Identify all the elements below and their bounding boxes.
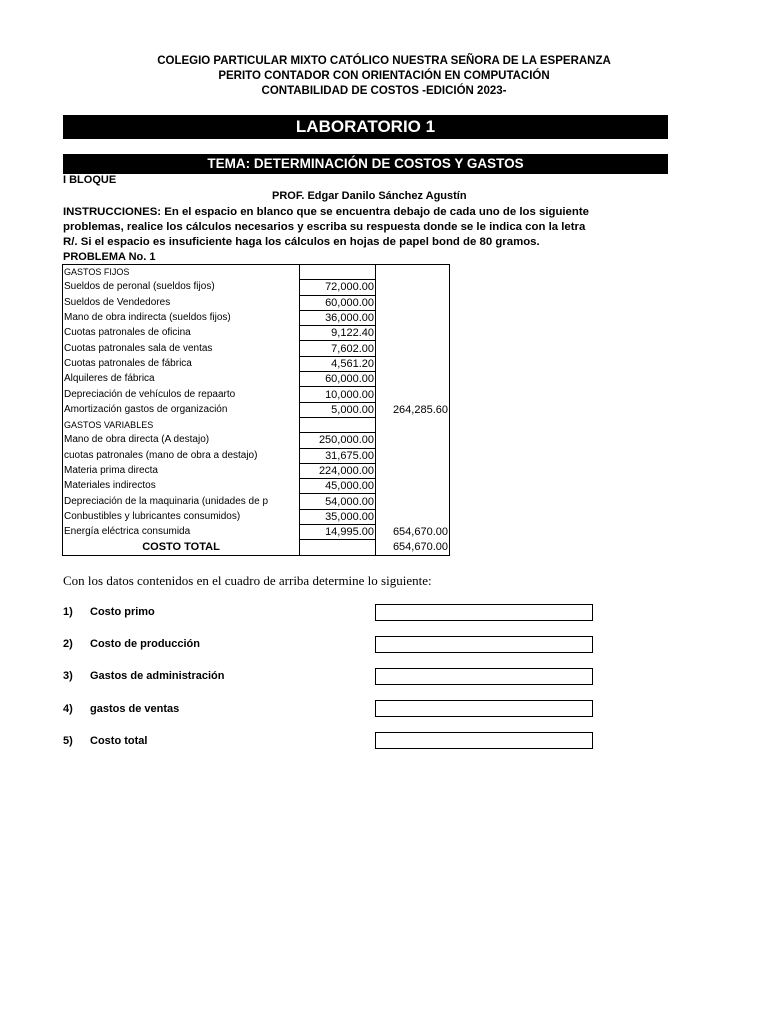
block-label: I BLOQUE bbox=[63, 174, 117, 186]
row-subtotal bbox=[376, 479, 450, 494]
question-label: Costo total bbox=[90, 735, 148, 747]
question-number: 5) bbox=[63, 735, 73, 747]
row-label: GASTOS FIJOS bbox=[64, 267, 130, 278]
row-subtotal bbox=[376, 310, 450, 325]
row-subtotal bbox=[376, 265, 450, 280]
table-row bbox=[63, 509, 450, 524]
total-label: COSTO TOTAL bbox=[142, 541, 220, 554]
row-amount: 5,000.00 bbox=[300, 402, 376, 417]
answer-box-5[interactable] bbox=[375, 732, 593, 749]
page-title: LABORATORIO 1 bbox=[63, 115, 668, 139]
row-label: Materia prima directa bbox=[64, 465, 158, 476]
row-subtotal: 654,670.00 bbox=[392, 526, 448, 539]
row-subtotal bbox=[376, 295, 450, 310]
total-value: 654,670.00 bbox=[392, 541, 448, 554]
row-label: Depreciación de la maquinaria (unidades de p bbox=[64, 495, 269, 507]
school-header bbox=[0, 54, 768, 99]
table-row bbox=[63, 387, 450, 402]
answer-box-1[interactable] bbox=[375, 604, 593, 621]
row-amount: 60,000.00 bbox=[300, 295, 376, 310]
table-row bbox=[63, 280, 450, 295]
answer-box-2[interactable] bbox=[375, 636, 593, 653]
question-4 bbox=[63, 703, 179, 715]
row-label: Sueldos de peronal (sueldos fijos) bbox=[64, 281, 215, 293]
table-row bbox=[63, 448, 450, 463]
row-label: Cuotas patronales de oficina bbox=[64, 327, 191, 339]
row-subtotal bbox=[376, 326, 450, 341]
table-row bbox=[63, 525, 450, 540]
row-amount: 31,675.00 bbox=[300, 448, 376, 463]
question-3 bbox=[63, 670, 224, 682]
topic-banner: TEMA: DETERMINACIÓN DE COSTOS Y GASTOS bbox=[63, 154, 668, 174]
intro-text: Con los datos contenidos en el cuadro de arriba determine lo siguiente: bbox=[63, 573, 432, 588]
question-label: Gastos de administración bbox=[90, 670, 225, 682]
table-row bbox=[63, 372, 450, 387]
row-subtotal bbox=[376, 280, 450, 295]
row-subtotal bbox=[376, 448, 450, 463]
total-empty bbox=[300, 540, 376, 555]
section-row bbox=[63, 417, 450, 432]
row-subtotal bbox=[376, 509, 450, 524]
row-amount: 36,000.00 bbox=[300, 310, 376, 325]
question-1 bbox=[63, 606, 155, 618]
row-label: Alquileres de fábrica bbox=[64, 373, 155, 385]
row-label: Sueldos de Vendedores bbox=[64, 296, 171, 308]
row-amount: 4,561.20 bbox=[300, 356, 376, 371]
row-amount: 14,995.00 bbox=[300, 525, 376, 540]
row-label: Depreciación de vehículos de repaarto bbox=[64, 388, 236, 400]
row-amount: 10,000.00 bbox=[300, 387, 376, 402]
row-amount bbox=[300, 417, 376, 432]
question-label: Costo de producción bbox=[90, 638, 200, 650]
row-amount: 45,000.00 bbox=[300, 479, 376, 494]
row-amount: 250,000.00 bbox=[300, 433, 376, 448]
teacher-name: PROF. Edgar Danilo Sánchez Agustín bbox=[272, 190, 467, 202]
row-amount bbox=[300, 265, 376, 280]
table-row bbox=[63, 433, 450, 448]
question-number: 3) bbox=[63, 670, 73, 682]
row-label: Energía eléctrica consumida bbox=[64, 526, 191, 538]
row-amount: 35,000.00 bbox=[300, 509, 376, 524]
row-subtotal bbox=[376, 463, 450, 478]
table-row bbox=[63, 341, 450, 356]
answer-box-3[interactable] bbox=[375, 668, 593, 685]
table-row bbox=[63, 479, 450, 494]
row-label: Mano de obra indirecta (sueldos fijos) bbox=[64, 312, 231, 324]
row-label: Materiales indirectos bbox=[64, 480, 156, 492]
cost-table bbox=[62, 264, 450, 556]
table-row bbox=[63, 295, 450, 310]
row-label: Conbustibles y lubricantes consumidos) bbox=[64, 510, 241, 522]
problem-label: PROBLEMA No. 1 bbox=[63, 251, 156, 263]
section-row bbox=[63, 265, 450, 280]
row-amount: 54,000.00 bbox=[300, 494, 376, 509]
row-amount: 60,000.00 bbox=[300, 372, 376, 387]
row-subtotal bbox=[376, 433, 450, 448]
total-row bbox=[63, 540, 450, 555]
table-row bbox=[63, 310, 450, 325]
question-number: 1) bbox=[63, 606, 73, 618]
row-amount: 7,602.00 bbox=[300, 341, 376, 356]
row-subtotal bbox=[376, 387, 450, 402]
row-label: GASTOS VARIABLES bbox=[64, 420, 154, 431]
header-line-1: COLEGIO PARTICULAR MIXTO CATÓLICO NUESTRA SEÑORA DE LA ESPERANZA bbox=[157, 55, 611, 67]
row-amount: 224,000.00 bbox=[300, 463, 376, 478]
header-line-3: CONTABILIDAD DE COSTOS -EDICIÓN 2023- bbox=[261, 85, 507, 97]
instructions: INSTRUCCIONES: En el espacio en blanco que se encuentra debajo de cada uno de los siguiente problemas, realice los cálculos necesarios y escriba su respuesta donde se le indica con la letra R/. Si el espacio es insuficiente haga los cálculos en hojas de papel bond de 80 gramos. bbox=[63, 206, 589, 248]
table-row bbox=[63, 326, 450, 341]
question-label: Costo primo bbox=[90, 606, 155, 618]
row-subtotal bbox=[376, 341, 450, 356]
row-label: Amortización gastos de organización bbox=[64, 403, 228, 415]
row-label: Cuotas patronales sala de ventas bbox=[64, 342, 213, 354]
row-label: cuotas patronales (mano de obra a destajo) bbox=[64, 449, 258, 461]
table-row bbox=[63, 402, 450, 417]
question-number: 2) bbox=[63, 638, 73, 650]
row-subtotal bbox=[376, 494, 450, 509]
table-row bbox=[63, 356, 450, 371]
row-label: Cuotas patronales de fábrica bbox=[64, 357, 192, 369]
header-line-2: PERITO CONTADOR CON ORIENTACIÓN EN COMPUTACIÓN bbox=[218, 70, 550, 82]
row-subtotal bbox=[376, 372, 450, 387]
row-amount: 72,000.00 bbox=[300, 280, 376, 295]
row-amount: 9,122.40 bbox=[300, 326, 376, 341]
question-number: 4) bbox=[63, 703, 73, 715]
table-row bbox=[63, 463, 450, 478]
row-subtotal bbox=[376, 356, 450, 371]
row-subtotal: 264,285.60 bbox=[392, 403, 448, 416]
row-subtotal bbox=[376, 417, 450, 432]
question-label: gastos de ventas bbox=[90, 703, 180, 715]
question-5 bbox=[63, 735, 147, 747]
table-row bbox=[63, 494, 450, 509]
question-2 bbox=[63, 638, 200, 650]
row-label: Mano de obra directa (A destajo) bbox=[64, 434, 210, 446]
answer-box-4[interactable] bbox=[375, 700, 593, 717]
